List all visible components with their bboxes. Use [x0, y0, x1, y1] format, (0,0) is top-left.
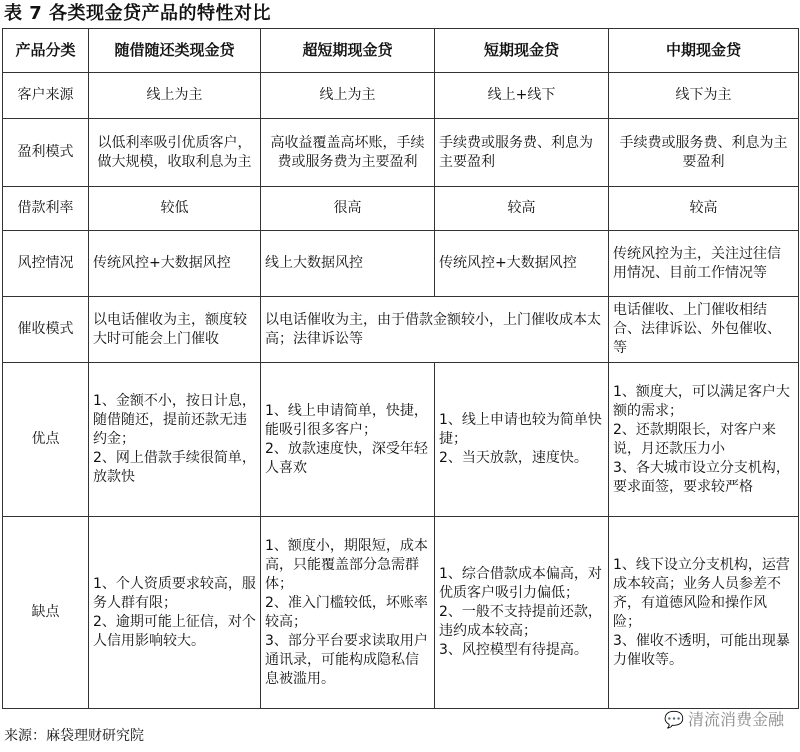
table-cell: 线下为主 [609, 73, 799, 119]
header-cell: 产品分类 [3, 29, 89, 73]
table-cell: 以电话催收为主，额度较大时可能会上门催收 [89, 297, 261, 363]
table-row [3, 517, 799, 709]
table-cell: 线上+线下 [435, 73, 609, 119]
wechat-icon: 💬 [664, 710, 684, 729]
table-row [3, 73, 799, 119]
header-row [3, 29, 799, 73]
header-cell: 中期现金贷 [609, 29, 799, 73]
table-cell: 线上为主 [89, 73, 261, 119]
table-row [3, 231, 799, 297]
table-row [3, 119, 799, 187]
table-cell: 手续费或服务费、利息为主要盈利 [609, 119, 799, 187]
source-note: 来源：麻袋理财研究院 [4, 728, 144, 744]
table-cell: 1、线上申请简单，快捷，能吸引很多客户； 2、放款速度快，深受年轻人喜欢 [261, 363, 435, 517]
table-cell: 线上大数据风控 [261, 231, 435, 297]
table-row [3, 187, 799, 231]
table-cell-merged: 以电话催收为主，由于借款金额较小，上门催收成本太高；法律诉讼等 [261, 297, 609, 363]
row-label: 催收模式 [3, 297, 89, 363]
table-cell: 手续费或服务费、利息为主要盈利 [435, 119, 609, 187]
table-cell: 传统风控为主，关注过往信用情况、目前工作情况等 [609, 231, 799, 297]
table-cell: 1、个人资质要求较高，服务人群有限； 2、逾期可能上征信，对个人信用影响较大。 [89, 517, 261, 709]
row-label: 缺点 [3, 517, 89, 709]
table-cell: 1、额度大，可以满足客户大额的需求； 2、还款期限长，对客户来说，月还款压力小 3、各大城市设立分支机构，要求面签，要求较严格 [609, 363, 799, 517]
table-cell: 高收益覆盖高坏账，手续费或服务费为主要盈利 [261, 119, 435, 187]
row-label: 风控情况 [3, 231, 89, 297]
table-cell: 很高 [261, 187, 435, 231]
header-cell: 短期现金贷 [435, 29, 609, 73]
watermark [664, 708, 784, 732]
table-cell: 1、额度小，期限短，成本高，只能覆盖部分急需群体； 2、准入门槛较低，坏账率较高； 3、部分平台要求读取用户通讯录，可能构成隐私信息被滥用。 [261, 517, 435, 709]
table-cell: 以低利率吸引优质客户，做大规模，收取利息为主 [89, 119, 261, 187]
table-cell: 1、综合借款成本偏高，对优质客户吸引力偏低； 2、一般不支持提前还款，违约成本较高； 3、风控模型有待提高。 [435, 517, 609, 709]
table-row [3, 363, 799, 517]
table-cell: 较高 [609, 187, 799, 231]
table-cell: 线上为主 [261, 73, 435, 119]
table-cell: 1、金额不小，按日计息，随借随还，提前还款无违约金； 2、网上借款手续很简单，放款快 [89, 363, 261, 517]
row-label: 盈利模式 [3, 119, 89, 187]
table-cell: 传统风控+大数据风控 [435, 231, 609, 297]
row-label: 客户来源 [3, 73, 89, 119]
header-cell: 随借随还类现金贷 [89, 29, 261, 73]
row-label: 优点 [3, 363, 89, 517]
table-cell: 较高 [435, 187, 609, 231]
table-cell: 传统风控+大数据风控 [89, 231, 261, 297]
table-title: 表 7 各类现金贷产品的特性对比 [4, 3, 272, 24]
table-cell: 1、线下设立分支机构，运营成本较高；业务人员参差不齐，有道德风险和操作风险； 3、催收不透明，可能出现暴力催收等。 [609, 517, 799, 709]
header-cell: 超短期现金贷 [261, 29, 435, 73]
watermark-text: 清流消费金融 [687, 710, 784, 729]
row-label: 借款利率 [3, 187, 89, 231]
table-cell: 电话催收、上门催收相结合、法律诉讼、外包催收、等 [609, 297, 799, 363]
table-cell: 较低 [89, 187, 261, 231]
table-cell: 1、线上申请也较为简单快捷； 2、当天放款，速度快。 [435, 363, 609, 517]
comparison-table [2, 28, 799, 709]
table-row [3, 297, 799, 363]
